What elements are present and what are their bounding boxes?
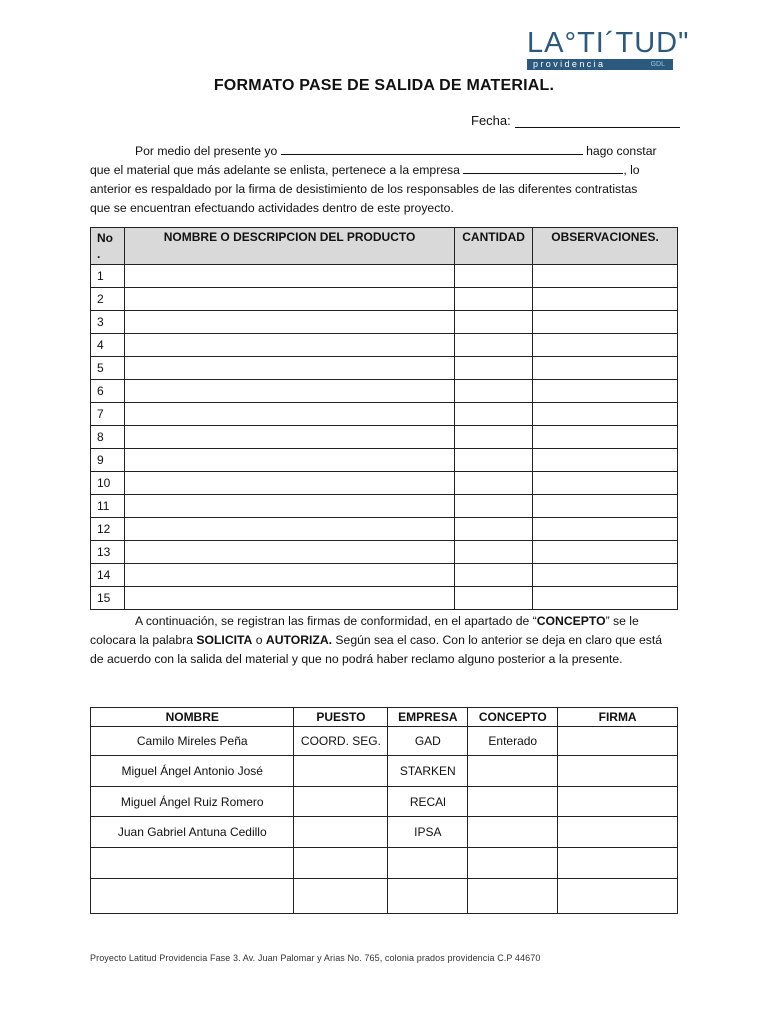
header-concepto: CONCEPTO [468,708,558,727]
concept-cell[interactable] [468,848,558,879]
table-row [91,288,678,311]
product-cell[interactable] [124,518,454,541]
signature-table [90,707,678,914]
date-blank-line[interactable] [515,114,680,128]
quantity-cell[interactable] [455,587,533,610]
company-cell: STARKEN [388,756,468,787]
document-title: FORMATO PASE DE SALIDA DE MATERIAL. [213,77,555,94]
company-cell: RECAl [388,787,468,817]
name-cell: Miguel Ángel Ruiz Romero [91,787,294,817]
concept-cell[interactable] [468,787,558,817]
header-product: NOMBRE O DESCRIPCION DEL PRODUCTO [124,228,454,265]
observations-cell[interactable] [533,265,678,288]
product-cell[interactable] [124,426,454,449]
quantity-cell[interactable] [455,380,533,403]
row-number: 10 [91,472,125,495]
closing-paragraph [90,612,678,669]
row-number: 6 [91,380,125,403]
table-row [91,357,678,380]
row-number: 14 [91,564,125,587]
company-cell: IPSA [388,817,468,848]
material-table [90,227,678,610]
product-cell[interactable] [124,265,454,288]
page-footer: Proyecto Latitud Providencia Fase 3. Av. Juan Palomar y Arias No. 765, colonia prados providencia C.P 44670 [90,953,541,963]
signature-cell[interactable] [558,817,678,848]
name-cell[interactable] [91,848,294,879]
product-cell[interactable] [124,587,454,610]
company-logo [527,27,690,70]
name-cell: Camilo Mireles Peña [91,727,294,756]
name-cell[interactable] [91,879,294,914]
material-table-header [91,228,678,265]
observations-cell[interactable] [533,518,678,541]
signature-cell[interactable] [558,787,678,817]
header-observations: OBSERVACIONES. [533,228,678,265]
position-cell[interactable] [294,817,388,848]
product-cell[interactable] [124,449,454,472]
position-cell: COORD. SEG. [294,727,388,756]
closing-text-b: ” se le [605,614,639,628]
name-cell: Miguel Ángel Antonio José [91,756,294,787]
table-row [91,495,678,518]
logo-subtitle: providencia [533,59,606,69]
closing-text-a: A continuación, se registran las firmas de conformidad, en el apartado de “ [135,614,537,628]
header-quantity: CANTIDAD [455,228,533,265]
concept-cell[interactable] [468,817,558,848]
row-number: 12 [91,518,125,541]
signature-cell[interactable] [558,879,678,914]
quantity-cell[interactable] [455,449,533,472]
product-cell[interactable] [124,403,454,426]
date-field[interactable] [471,113,680,128]
closing-concepto: CONCEPTO [536,614,606,628]
product-cell[interactable] [124,380,454,403]
table-row [91,564,678,587]
closing-text-e: de acuerdo con la salida del material y que no podrá haber reclamo alguno posterior a la presente. [90,652,623,666]
logo-city: GDL [650,61,665,68]
product-cell[interactable] [124,357,454,380]
table-row [91,587,678,610]
observations-cell[interactable] [533,403,678,426]
row-number: 15 [91,587,125,610]
product-cell[interactable] [124,288,454,311]
position-cell[interactable] [294,848,388,879]
intro-text-b: hago constar [586,144,657,158]
concept-cell: Enterado [468,727,558,756]
company-blank-line[interactable] [463,161,623,174]
table-row [91,334,678,357]
observations-cell[interactable] [533,541,678,564]
table-row [91,787,678,817]
row-number: 2 [91,288,125,311]
observations-cell[interactable] [533,564,678,587]
row-number: 5 [91,357,125,380]
table-row [91,518,678,541]
quantity-cell[interactable] [455,472,533,495]
quantity-cell[interactable] [455,564,533,587]
closing-solicita: SOLICITA [196,633,253,647]
closing-text-c: colocara la palabra [90,633,197,647]
position-cell[interactable] [294,787,388,817]
table-row [91,380,678,403]
row-number: 7 [91,403,125,426]
quantity-cell[interactable] [455,357,533,380]
observations-cell[interactable] [533,357,678,380]
observations-cell[interactable] [533,334,678,357]
intro-text-a: Por medio del presente yo [135,144,278,158]
row-number: 1 [91,265,125,288]
quantity-cell[interactable] [455,495,533,518]
row-number: 11 [91,495,125,518]
signature-cell[interactable] [558,848,678,879]
quantity-cell[interactable] [455,426,533,449]
name-blank-line[interactable] [281,142,583,155]
quantity-cell[interactable] [455,288,533,311]
intro-text-d: , lo [623,163,640,177]
table-row [91,879,678,914]
quantity-cell[interactable] [455,541,533,564]
signature-cell[interactable] [558,756,678,787]
product-cell[interactable] [124,564,454,587]
company-cell[interactable] [388,879,468,914]
product-cell[interactable] [124,541,454,564]
product-cell[interactable] [124,334,454,357]
closing-autoriza: AUTORIZA. [265,633,333,647]
concept-cell[interactable] [468,879,558,914]
table-row [91,541,678,564]
concept-cell[interactable] [468,756,558,787]
table-row [91,426,678,449]
position-cell[interactable] [294,879,388,914]
observations-cell[interactable] [533,495,678,518]
header-nombre: NOMBRE [91,708,294,727]
table-row [91,472,678,495]
row-number: 4 [91,334,125,357]
observations-cell[interactable] [533,311,678,334]
signature-cell[interactable] [558,727,678,756]
observations-cell[interactable] [533,472,678,495]
quantity-cell[interactable] [455,265,533,288]
row-number: 13 [91,541,125,564]
table-row [91,848,678,879]
closing-text-d: Según sea el caso. Con lo anterior se deja en claro que está [332,633,662,647]
row-number: 3 [91,311,125,334]
header-empresa: EMPRESA [388,708,468,727]
observations-cell[interactable] [533,449,678,472]
signature-table-header [91,708,678,727]
company-cell[interactable] [388,848,468,879]
intro-text-e: anterior es respaldado por la firma de desistimiento de los responsables de las diferentes contratistas [90,182,638,196]
date-label: Fecha: [471,113,511,128]
table-row [91,449,678,472]
quantity-cell[interactable] [455,334,533,357]
table-row [91,727,678,756]
name-cell: Juan Gabriel Antuna Cedillo [91,817,294,848]
quantity-cell[interactable] [455,518,533,541]
observations-cell[interactable] [533,380,678,403]
closing-text-o: o [252,633,266,647]
intro-text-c: que el material que más adelante se enlista, pertenece a la empresa [90,163,460,177]
table-row [91,265,678,288]
header-puesto: PUESTO [294,708,388,727]
quantity-cell[interactable] [455,311,533,334]
row-number: 9 [91,449,125,472]
intro-text-f: que se encuentran efectuando actividades dentro de este proyecto. [90,201,454,215]
header-firma: FIRMA [558,708,678,727]
company-cell: GAD [388,727,468,756]
logo-wordmark: LA°TI´TUD" [527,27,690,59]
observations-cell[interactable] [533,426,678,449]
row-number: 8 [91,426,125,449]
table-row [91,311,678,334]
observations-cell[interactable] [533,288,678,311]
intro-paragraph [90,142,678,218]
table-row [91,817,678,848]
product-cell[interactable] [124,311,454,334]
product-cell[interactable] [124,472,454,495]
product-cell[interactable] [124,495,454,518]
logo-bar [527,59,673,70]
observations-cell[interactable] [533,587,678,610]
table-row [91,756,678,787]
position-cell[interactable] [294,756,388,787]
header-no: No . [91,228,125,265]
quantity-cell[interactable] [455,403,533,426]
table-row [91,403,678,426]
